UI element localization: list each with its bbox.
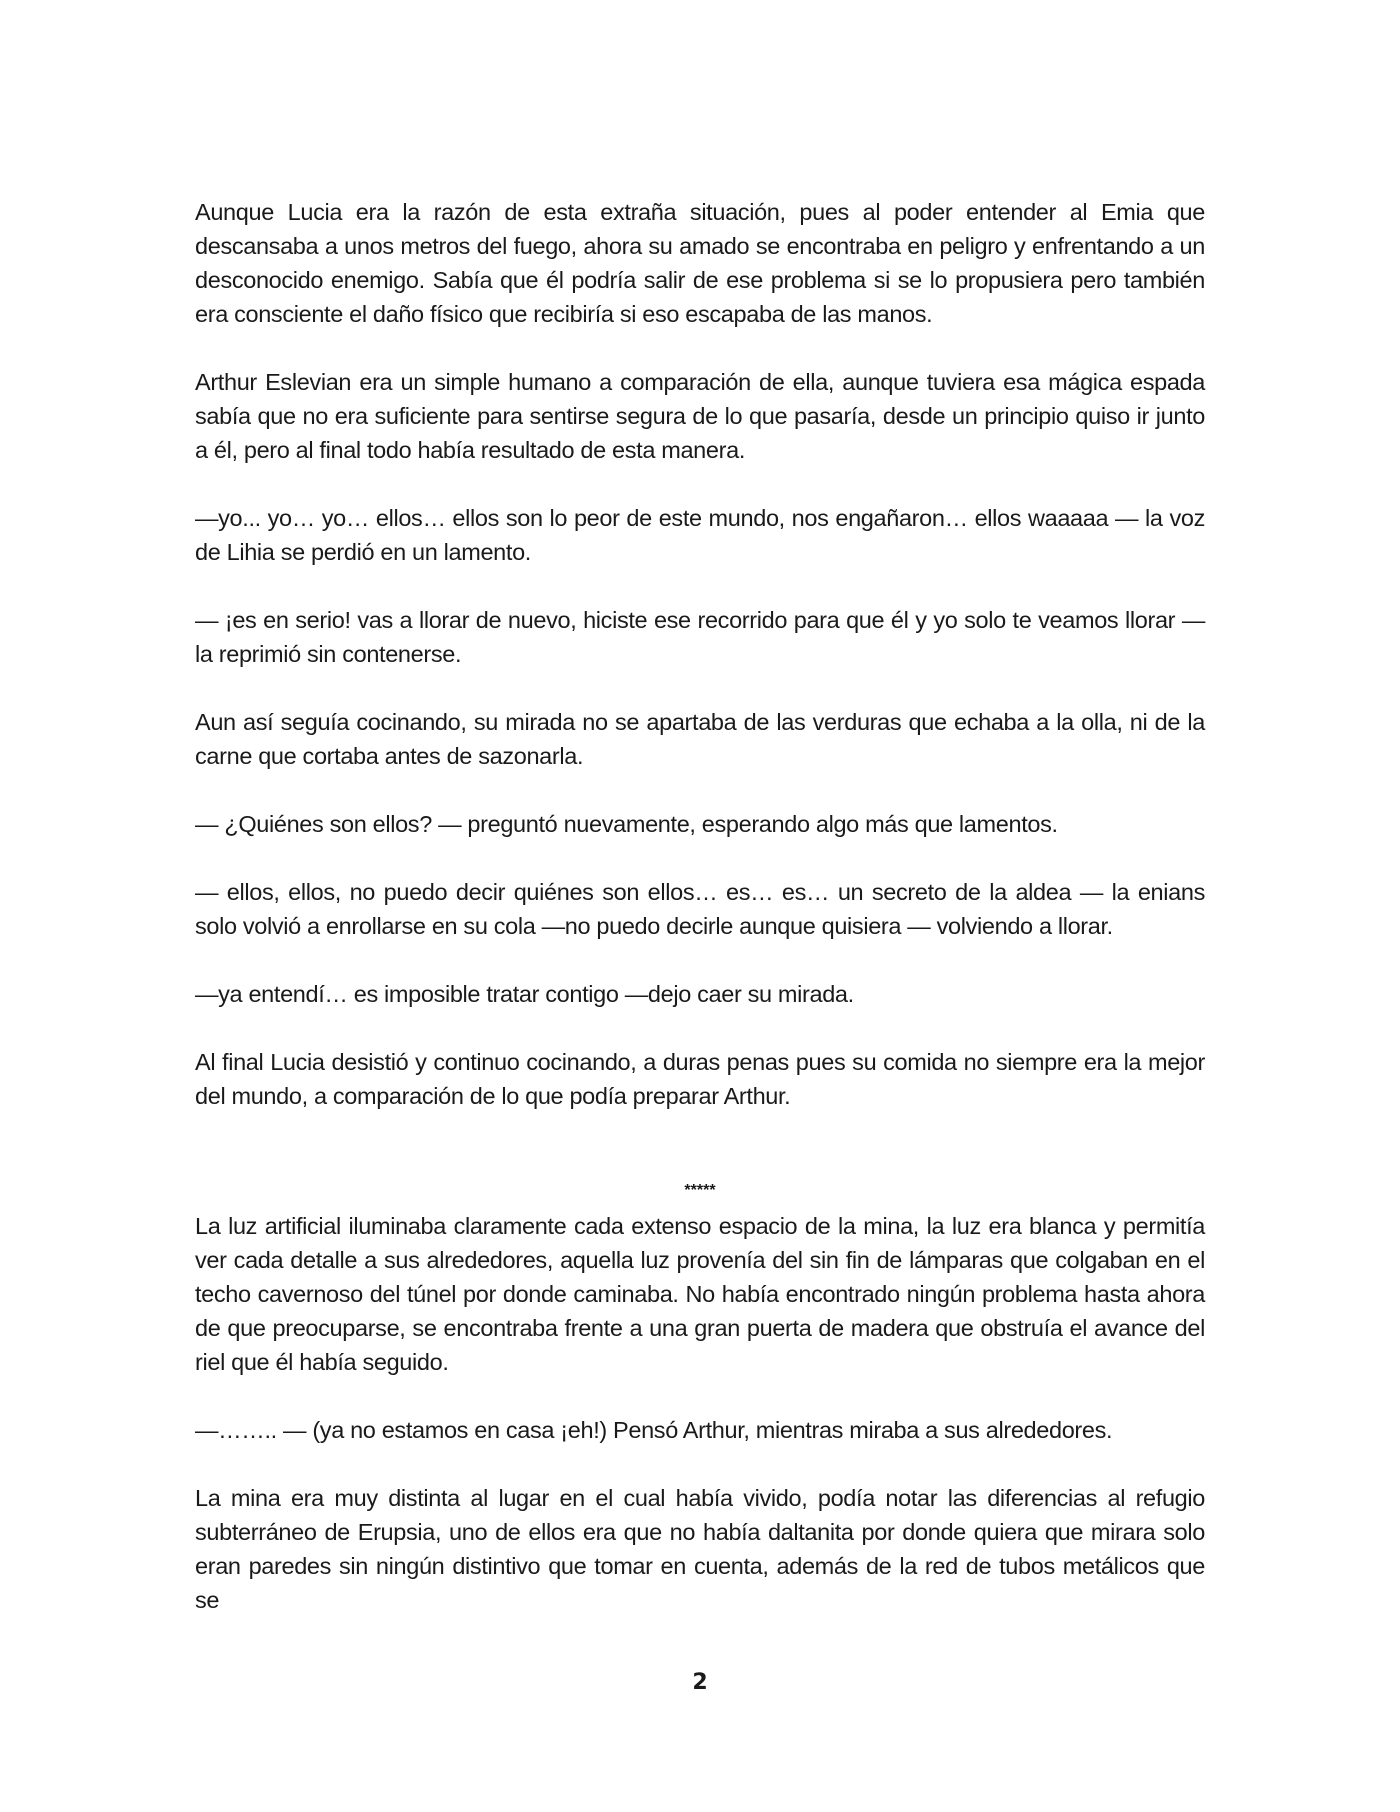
paragraph: Aun así seguía cocinando, su mirada no se apartaba de las verduras que echaba a la olla, ni de la carne que cortaba antes de sazonarla. <box>195 709 1205 769</box>
paragraph: —…….. — (ya no estamos en casa ¡eh!) Pensó Arthur, mientras miraba a sus alrededores. <box>195 1417 1113 1443</box>
paragraph: —yo... yo… yo… ellos… ellos son lo peor de este mundo, nos engañaron… ellos waaaaa — la voz de Lihia se perdió en un lamento. <box>195 505 1205 565</box>
paragraph: —ya entendí… es imposible tratar contigo —dejo caer su mirada. <box>195 981 854 1007</box>
paragraph: Al final Lucia desistió y continuo cocinando, a duras penas pues su comida no siempre era la mejor del mundo, a comparación de lo que podía preparar Arthur. <box>195 1049 1205 1109</box>
section-break: ***** <box>684 1182 716 1199</box>
paragraph: Aunque Lucia era la razón de esta extraña situación, pues al poder entender al Emia que descansaba a unos metros del fuego, ahora su amado se encontraba en peligro y enfrentando a un desconocido enemigo. Sabía que él podría salir de ese problema si se lo propusiera pero también era consciente el daño físico que recibiría si eso escapaba de las manos. <box>195 199 1205 327</box>
paragraph: Arthur Eslevian era un simple humano a comparación de ella, aunque tuviera esa mágica espada sabía que no era suficiente para sentirse segura de lo que pasaría, desde un principio quiso ir junto a él, pero al final todo había resultado de esta manera. <box>195 369 1205 463</box>
document-page <box>195 195 1205 1651</box>
paragraph: La mina era muy distinta al lugar en el cual había vivido, podía notar las diferencias al refugio subterráneo de Erupsia, uno de ellos era que no había daltanita por donde quiera que mirara solo eran paredes sin ningún distintivo que tomar en cuenta, además de la red de tubos metálicos que se <box>195 1485 1205 1613</box>
page-number: 2 <box>692 1670 708 1695</box>
paragraph: — ellos, ellos, no puedo decir quiénes son ellos… es… es… un secreto de la aldea — la enians solo volvió a enrollarse en su cola —no puedo decirle aunque quisiera — volviendo a llorar. <box>195 879 1205 939</box>
paragraph: — ¡es en serio! vas a llorar de nuevo, hiciste ese recorrido para que él y yo solo te veamos llorar — la reprimió sin contenerse. <box>195 607 1205 667</box>
paragraph: La luz artificial iluminaba claramente cada extenso espacio de la mina, la luz era blanca y permitía ver cada detalle a sus alrededores, aquella luz provenía del sin fin de lámparas que colgaban en el techo cavernoso del túnel por donde caminaba. No había encontrado ningún problema hasta ahora de que preocuparse, se encontraba frente a una gran puerta de madera que obstruía el avance del riel que él había seguido. <box>195 1213 1205 1375</box>
paragraph: — ¿Quiénes son ellos? — preguntó nuevamente, esperando algo más que lamentos. <box>195 811 1058 837</box>
